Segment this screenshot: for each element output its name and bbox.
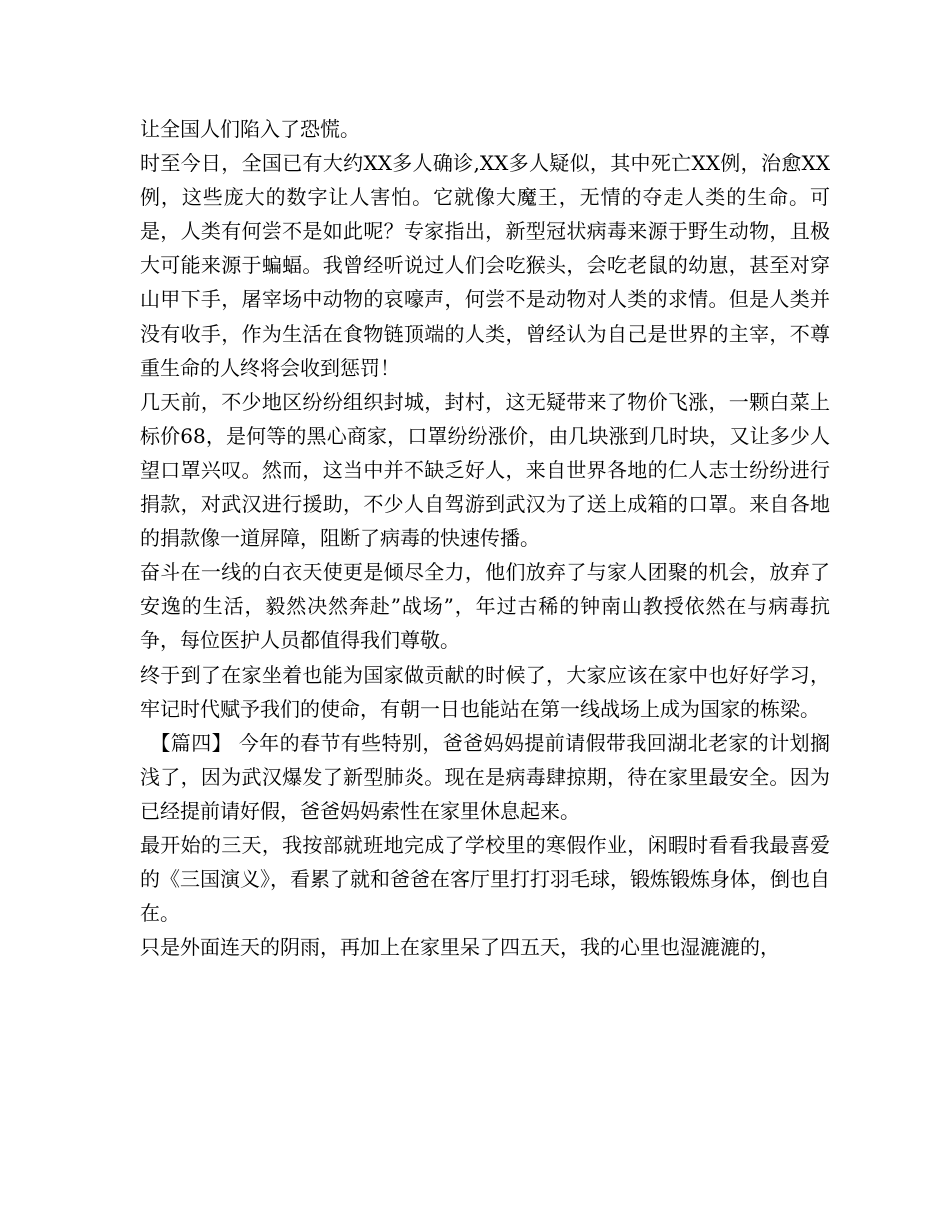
paragraph-1: 让全国人们陷入了恐慌。 — [140, 117, 360, 141]
paragraph-3: 几天前，不少地区纷纷组织封城，封村，这无疑带来了物价飞涨，一颗白菜上标价68，是何等的黑心商家，口罩纷纷涨价，由几块涨到几时块，又让多少人望口罩兴叹。然而，这当中并不缺乏好人，来自世界各地的仁人志士纷纷进行捐款，对武汉进行援助，不少人自驾游到武汉为了送上成箱的口罩。来自各地的捐款像一道屏障，阻断了病毒的快速传播。 — [140, 389, 830, 551]
paragraph-8: 只是外面连天的阴雨，再加上在家里呆了四五天，我的心里也湿漉漉的， — [140, 935, 780, 960]
section-4-paragraph — [140, 726, 830, 828]
paragraph-2: 时至今日，全国已有大约XX多人确诊,XX多人疑似，其中死亡XX例，治愈XX例，这些庞大的数字让人害怕。它就像大魔王，无情的夺走人类的生命。可是，人类有何尝不是如此呢？专家指出，新型冠状病毒来源于野生动物，且极大可能来源于蝙蝠。我曾经听说过人们会吃猴头，会吃老鼠的幼崽，甚至对穿山甲下手，屠宰场中动物的哀嚎声，何尝不是动物对人类的求情。但是人类并没有收手，作为生活在食物链顶端的人类，曾经认为自己是世界的主宰，不尊重生命的人终将会收到惩罚！ — [140, 151, 830, 380]
document-page — [140, 112, 830, 964]
section-4-heading: 【篇四】 — [140, 730, 239, 755]
paragraph-5: 终于到了在家坐着也能为国家做贡献的时候了，大家应该在家中也好好学习，牢记时代赋予我们的使命，有朝一日也能站在第一线战场上成为国家的栋梁。 — [140, 662, 830, 721]
section-4-text: 今年的春节有些特别，爸爸妈妈提前请假带我回湖北老家的计划搁浅了，因为武汉爆发了新型肺炎。现在是病毒肆掠期，待在家里最安全。因为已经提前请好假，爸爸妈妈索性在家里休息起来。 — [140, 730, 830, 823]
paragraph-7: 最开始的三天，我按部就班地完成了学校里的寒假作业，闲暇时看看我最喜爱的《三国演义》，看累了就和爸爸在客厅里打打羽毛球，锻炼锻炼身体，倒也自在。 — [140, 832, 830, 926]
paragraph-4: 奋斗在一线的白衣天使更是倾尽全力，他们放弃了与家人团聚的机会，放弃了安逸的生活，毅然决然奔赴”战场”，年过古稀的钟南山教授依然在与病毒抗争，每位医护人员都值得我们尊敬。 — [140, 560, 830, 653]
